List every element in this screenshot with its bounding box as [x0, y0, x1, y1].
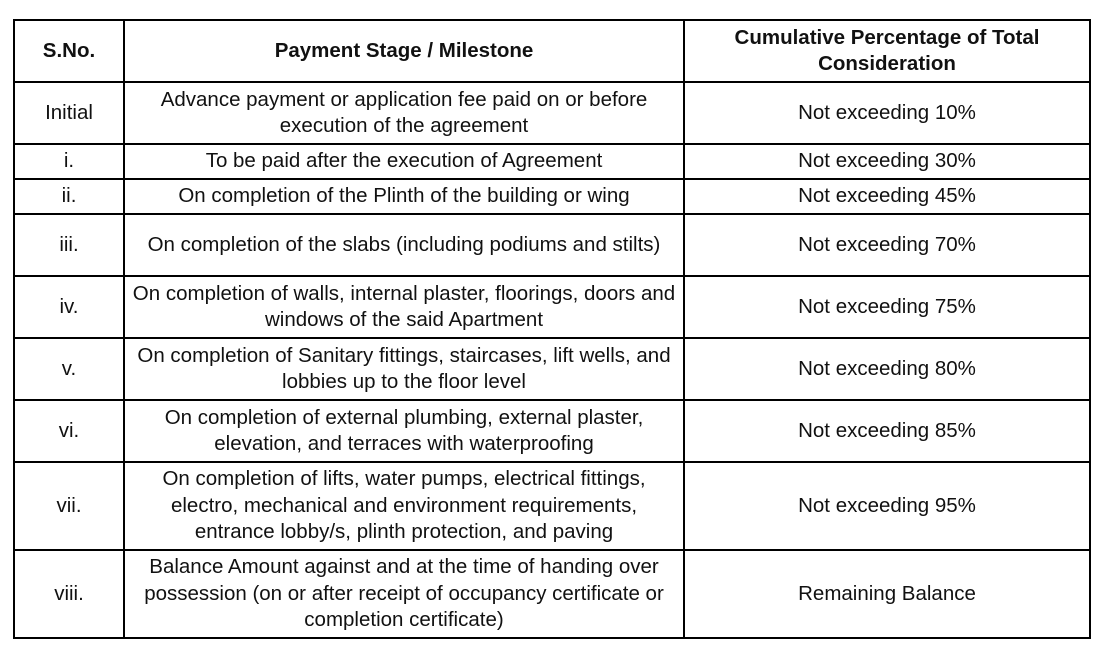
table-row: [14, 550, 1090, 638]
table-row: [14, 400, 1090, 462]
table-row: [14, 338, 1090, 400]
row-percentage: Not exceeding 80%: [684, 338, 1090, 400]
row-sno: vi.: [14, 400, 124, 462]
row-stage: On completion of walls, internal plaster, floorings, doors and windows of the said Apartment: [124, 276, 684, 338]
table-row: [14, 144, 1090, 179]
row-sno: Initial: [14, 82, 124, 144]
row-sno: viii.: [14, 550, 124, 638]
row-stage: On completion of the slabs (including podiums and stilts): [124, 214, 684, 276]
table-row: [14, 82, 1090, 144]
row-percentage: Not exceeding 30%: [684, 144, 1090, 179]
row-percentage: Not exceeding 10%: [684, 82, 1090, 144]
row-stage: On completion of lifts, water pumps, electrical fittings, electro, mechanical and environment requirements, entrance lobby/s, plinth protection, and paving: [124, 462, 684, 550]
row-stage: Balance Amount against and at the time of handing over possession (on or after receipt of occupancy certificate or completion certificate): [124, 550, 684, 638]
row-percentage: Not exceeding 95%: [684, 462, 1090, 550]
row-stage: On completion of Sanitary fittings, staircases, lift wells, and lobbies up to the floor level: [124, 338, 684, 400]
row-sno: iii.: [14, 214, 124, 276]
table-row: [14, 462, 1090, 550]
table-header-row: [14, 20, 1090, 82]
table-row: [14, 179, 1090, 214]
header-payment-stage: Payment Stage / Milestone: [124, 20, 684, 82]
row-percentage: Not exceeding 45%: [684, 179, 1090, 214]
row-sno: i.: [14, 144, 124, 179]
row-stage: On completion of the Plinth of the building or wing: [124, 179, 684, 214]
row-sno: iv.: [14, 276, 124, 338]
header-sno: S.No.: [14, 20, 124, 82]
header-cumulative-percentage: Cumulative Percentage of Total Consideration: [684, 20, 1090, 82]
row-percentage: Not exceeding 75%: [684, 276, 1090, 338]
row-percentage: Remaining Balance: [684, 550, 1090, 638]
row-percentage: Not exceeding 70%: [684, 214, 1090, 276]
row-stage: To be paid after the execution of Agreement: [124, 144, 684, 179]
row-sno: v.: [14, 338, 124, 400]
row-sno: ii.: [14, 179, 124, 214]
payment-schedule-table: [13, 19, 1091, 639]
row-stage: On completion of external plumbing, external plaster, elevation, and terraces with waterproofing: [124, 400, 684, 462]
row-percentage: Not exceeding 85%: [684, 400, 1090, 462]
row-stage: Advance payment or application fee paid on or before execution of the agreement: [124, 82, 684, 144]
table-row: [14, 214, 1090, 276]
row-sno: vii.: [14, 462, 124, 550]
table-row: [14, 276, 1090, 338]
